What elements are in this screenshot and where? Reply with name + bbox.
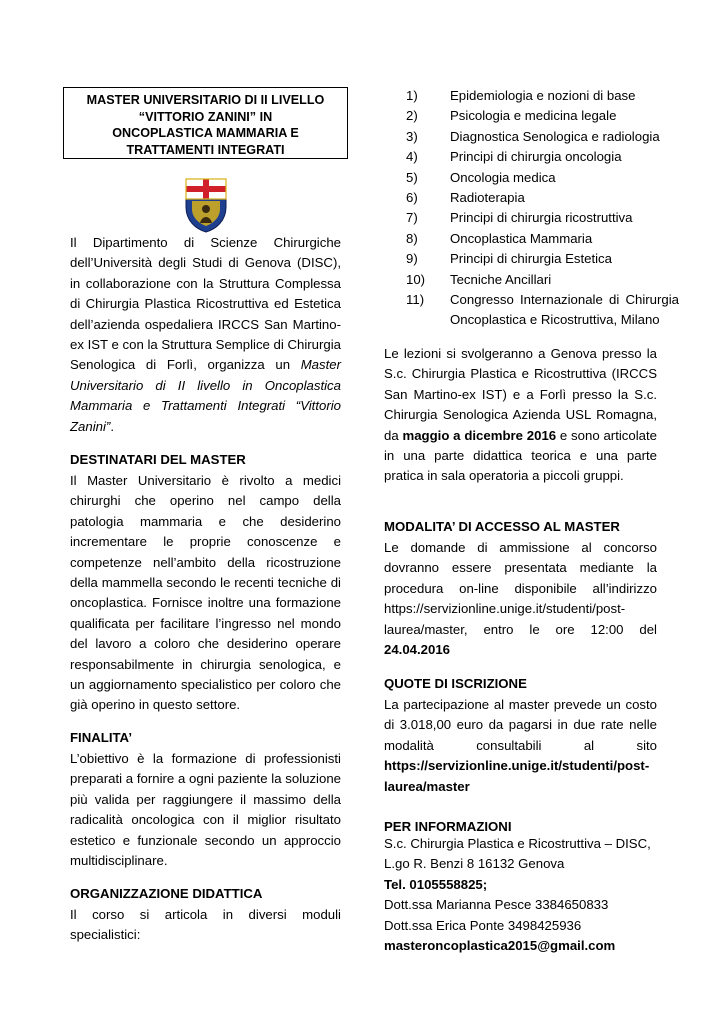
list-item-label: Diagnostica Senologica e radiologia: [450, 128, 660, 144]
list-item-number: 3): [406, 128, 418, 144]
list-item: [406, 86, 679, 106]
list-item-label: Psicologia e medicina legale: [450, 108, 617, 124]
list-item: [406, 270, 679, 290]
list-item-label: Congresso Internazionale di Chirurgia Oncoplastica e Ricostruttiva, Milano: [450, 292, 679, 328]
info-block: [384, 834, 657, 956]
quote-text: La partecipazione al master prevede un costo di 3.018,00 euro da pagarsi in due rate nelle modalità consultabili al sito: [384, 697, 657, 753]
list-item: [406, 208, 679, 228]
organizzazione-heading: ORGANIZZAZIONE DIDATTICA: [70, 886, 263, 901]
list-item-label: Oncoplastica Mammaria: [450, 230, 593, 246]
list-item-number: 9): [406, 251, 418, 267]
list-item-number: 1): [406, 88, 418, 103]
title-line-1: MASTER UNIVERSITARIO DI II LIVELLO: [86, 93, 325, 107]
list-item-number: 6): [406, 190, 418, 206]
list-item: [406, 106, 679, 126]
accesso-text: Le domande di ammissione al concorso dovranno essere presentata mediante la procedura on-line disponibile all’indirizzo https://servizionline.unige.it/studenti/post-laurea/master, entro le ore 12:00 del: [384, 540, 657, 637]
accesso-paragraph: [384, 538, 657, 660]
info-department: S.c. Chirurgia Plastica e Ricostruttiva – DISC,: [384, 836, 651, 851]
finalita-heading: FINALITA’: [70, 730, 133, 745]
moduli-list: [406, 86, 679, 331]
list-item-number: 8): [406, 230, 418, 246]
quote-heading: QUOTE DI ISCRIZIONE: [384, 676, 527, 691]
info-contact-2: Dott.ssa Erica Ponte 3498425936: [384, 917, 582, 933]
list-item: [406, 229, 679, 249]
list-item: [406, 168, 679, 188]
master-title-box: [63, 87, 348, 159]
quote-link[interactable]: https://servizionline.unige.it/studenti/post-laurea/master: [384, 758, 650, 794]
destinatari-heading: DESTINATARI DEL MASTER: [70, 452, 246, 467]
list-item-label: Principi di chirurgia oncologia: [450, 149, 622, 165]
info-phone[interactable]: Tel. 0105558825;: [384, 876, 488, 892]
info-contact-1: Dott.ssa Marianna Pesce 3384650833: [384, 897, 609, 913]
title-line-2: “VITTORIO ZANINI” IN: [138, 109, 273, 124]
lezioni-dates: maggio a dicembre 2016: [402, 427, 557, 443]
list-item-number: 11): [406, 292, 425, 308]
list-item: [406, 188, 679, 208]
accesso-deadline: 24.04.2016: [384, 642, 451, 658]
university-crest-icon: [184, 177, 228, 233]
info-email[interactable]: masteroncoplastica2015@gmail.com: [384, 938, 616, 954]
info-address: L.go R. Benzi 8 16132 Genova: [384, 856, 565, 872]
intro-period: .: [110, 418, 114, 434]
list-item-number: 5): [406, 169, 418, 185]
list-item: [406, 127, 679, 147]
title-line-3: ONCOPLASTICA MAMMARIA E: [112, 126, 299, 141]
lezioni-text-end: e sono articolate in una parte didattica teorica e una parte pratica in sala operatoria a piccoli gruppi.: [384, 427, 657, 484]
accesso-heading: MODALITA’ DI ACCESSO AL MASTER: [384, 519, 620, 534]
organizzazione-text: Il corso si articola in diversi moduli specialistici:: [70, 907, 341, 943]
list-item: [406, 249, 679, 269]
list-item-label: Tecniche Ancillari: [450, 271, 552, 287]
lezioni-paragraph: [384, 344, 657, 487]
lezioni-text: Le lezioni si svolgeranno a Genova presso la S.c. Chirurgia Plastica e Ricostruttiva (IRCCS San Martino-ex IST) e a Forlì presso la S.c. Chirurgia Senologica Azienda USL Romagna, da: [384, 346, 657, 443]
list-item: [406, 290, 679, 331]
list-item-label: Principi di chirurgia ricostruttiva: [450, 210, 633, 226]
intro-paragraph: [70, 233, 341, 437]
info-heading: PER INFORMAZIONI: [384, 819, 512, 834]
finalita-text: L’obiettivo è la formazione di professionisti preparati a fornire a ogni paziente la soluzione più valida per raggiungere il massimo della radicalità oncologica con il miglior risultato estetico e funzionale secondo un approccio multidisciplinare.: [70, 751, 341, 869]
list-item-number: 4): [406, 149, 418, 165]
list-item-number: 7): [406, 210, 418, 226]
quote-paragraph: [384, 695, 657, 797]
title-line-4: TRATTAMENTI INTEGRATI: [126, 142, 285, 157]
destinatari-text: Il Master Universitario è rivolto a medici chirurghi che operino nel campo della patologia mammaria e che desiderino incrementare le proprie conoscenze e competenze nell’ambito della ricostruzione della mammella secondo le recenti tecniche di oncoplastica. Fornisce inoltre una formazione qualificata per facilitare l’ingresso nel mondo del lavoro a coloro che desiderino operare responsabilmente in chirurgia senologica, e un aggiornamento specialistico per coloro che già operino in questo settore.: [70, 473, 341, 713]
list-item: [406, 147, 679, 167]
list-item-number: 10): [406, 271, 426, 287]
intro-master-name: Master Universitario di II livello in Oncoplastica Mammaria e Trattamenti Integrati “Vittorio Zanini”: [70, 357, 341, 434]
list-item-number: 2): [406, 108, 418, 124]
intro-text: Il Dipartimento di Scienze Chirurgiche dell’Università degli Studi di Genova (DISC), in collaborazione con la Struttura Complessa di Chirurgia Plastica Ricostruttiva ed Estetica dell’azienda ospedaliera IRCCS San Martino-ex IST e con la Struttura Semplice di Chirurgia Senologica di Forlì, organizza un: [70, 235, 341, 373]
list-item-label: Epidemiologia e nozioni di base: [450, 88, 636, 103]
list-item-label: Principi di chirurgia Estetica: [450, 251, 612, 267]
list-item-label: Radioterapia: [450, 190, 525, 206]
list-item-label: Oncologia medica: [450, 169, 556, 185]
